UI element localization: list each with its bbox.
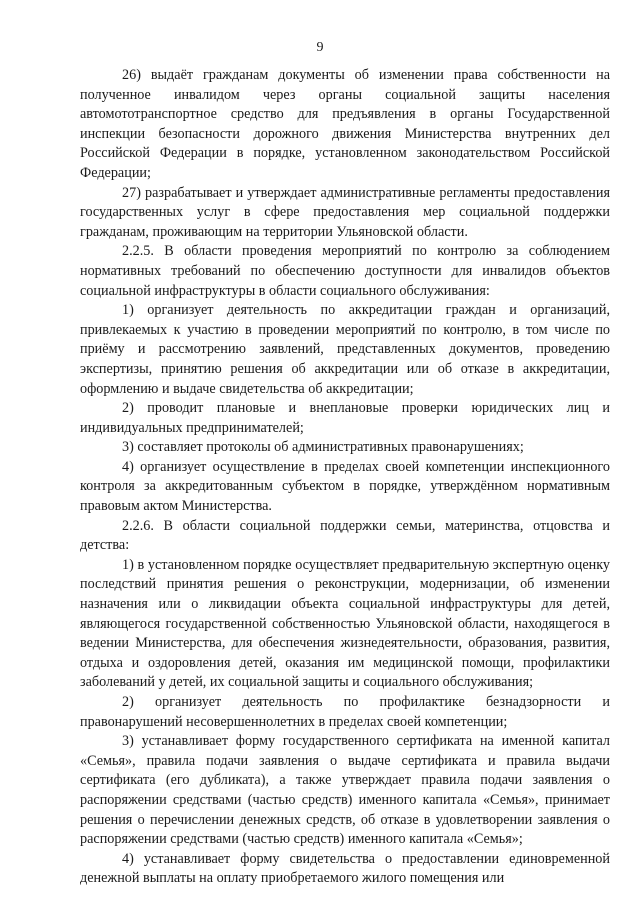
paragraph-2-2-6-item-1: 1) в установленном порядке осуществляет предварительную экспертную оценку последствий принятия решения о реконструкции, модернизации, об изменении назначения или о ликвидации объекта социальной инфраструктуры для детей, являющегося государственной собственностью Ульяновской области, находящегося в ведении Министерства, для обеспечения жизнедеятельности, образования, развития, отдыха и оздоровления детей, оказания им медицинской помощи, профилактики заболеваний у детей, их социальной защиты и социального обслуживания; <box>80 556 610 691</box>
section-2-2-6-heading: 2.2.6. В области социальной поддержки семьи, материнства, отцовства и детства: <box>80 517 610 554</box>
paragraph-2-2-6-item-3: 3) устанавливает форму государственного сертификата на именной капитал «Семья», правила подачи заявления о выдаче сертификата и правила выдачи сертификата (его дубликата), а также утверждает правила подачи заявления о распоряжении средствами (частью средств) именного капитала «Семья», принимает решения о перечислении денежных средств, об отказе в удовлетворении заявления о распоряжении средствами (частью средств) именного капитала «Семья»; <box>80 733 610 848</box>
page-number: 9 <box>316 40 324 55</box>
document-body <box>80 66 610 889</box>
paragraph-2-2-5-item-4: 4) организует осуществление в пределах своей компетенции инспекционного контроля за аккредитованным субъектом в порядке, утверждённом нормативным правовым актом Министерства. <box>80 458 610 515</box>
paragraph-item-26: 26) выдаёт гражданам документы об изменении права собственности на полученное инвалидом через органы социальной защиты населения автомототранспортное средство для предъявления в органы Государственной инспекции безопасности дорожного движения Министерства внутренних дел Российской Федерации в порядке, установленном законодательством Российской Федерации; <box>80 67 610 181</box>
paragraph-2-2-6-item-4: 4) устанавливает форму свидетельства о предоставлении единовременной денежной выплаты на оплату приобретаемого жилого помещения или <box>80 850 610 887</box>
section-2-2-5-heading: 2.2.5. В области проведения мероприятий по контролю за соблюдением нормативных требований по обеспечению доступности для инвалидов объектов социальной инфраструктуры в области социального обслуживания: <box>80 243 610 299</box>
paragraph-2-2-5-item-3: 3) составляет протоколы об административных правонарушениях; <box>122 439 524 456</box>
paragraph-item-27: 27) разрабатывает и утверждает административные регламенты предоставления государственных услуг в сфере предоставления мер социальной поддержки гражданам, проживающим на территории Ульяновской области. <box>80 184 610 240</box>
paragraph-2-2-5-item-1: 1) организует деятельность по аккредитации граждан и организаций, привлекаемых к участию в проведении мероприятий по контролю, в том числе по приёму и рассмотрению заявлений, представленных документов, проведению экспертизы, принятию решения об аккредитации или об отказе в аккредитации, оформлению и выдаче свидетельства об аккредитации; <box>80 302 610 397</box>
paragraph-2-2-6-item-2: 2) организует деятельность по профилактике безнадзорности и правонарушений несовершеннолетних в пределах своей компетенции; <box>80 694 610 730</box>
paragraph-2-2-5-item-2: 2) проводит плановые и внеплановые проверки юридических лиц и индивидуальных предпринимателей; <box>80 400 610 436</box>
